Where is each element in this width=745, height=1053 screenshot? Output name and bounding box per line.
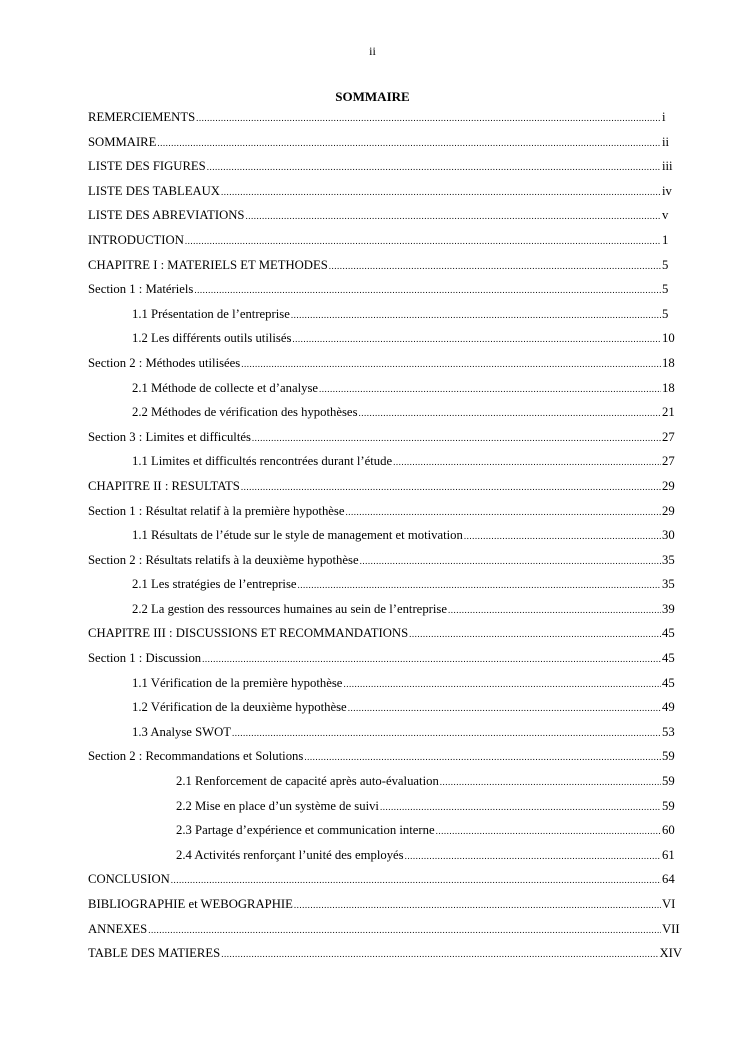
- dot-leader: [232, 725, 661, 741]
- dot-leader: [319, 381, 661, 397]
- dot-leader: [194, 282, 661, 298]
- toc-entry-page: 1: [662, 232, 669, 247]
- dot-leader: [464, 528, 661, 544]
- toc-entry-page: 45: [662, 651, 675, 666]
- dot-leader: [448, 602, 661, 618]
- toc-entry-label: 2.3 Partage d’expérience et communication interne: [176, 823, 435, 838]
- toc-entry-label: SOMMAIRE: [88, 134, 157, 149]
- toc-entry[interactable]: [88, 870, 682, 895]
- toc-entry-page: 18: [662, 355, 675, 370]
- toc-entry-page: 59: [662, 749, 675, 764]
- toc-entry-label: 2.2 Méthodes de vérification des hypothèses: [132, 405, 358, 420]
- dot-leader: [252, 430, 661, 446]
- toc-entry-label: CHAPITRE III : DISCUSSIONS ET RECOMMANDATIONS: [88, 626, 409, 641]
- toc-entry-label: LISTE DES FIGURES: [88, 159, 206, 174]
- toc-entry[interactable]: [88, 674, 682, 699]
- dot-leader: [196, 110, 661, 126]
- toc-entry[interactable]: [88, 379, 682, 404]
- toc-entry-page: 45: [662, 675, 675, 690]
- toc-entry-page: 39: [662, 601, 675, 616]
- dot-leader: [298, 577, 661, 593]
- toc-entry-label: 1.1 Résultats de l’étude sur le style de management et motivation: [132, 528, 463, 543]
- toc-entry[interactable]: [88, 280, 682, 305]
- toc-entry-page: v: [662, 208, 669, 223]
- toc-entry[interactable]: [88, 231, 682, 256]
- toc-entry-label: CHAPITRE I : MATERIELS ET METHODES: [88, 257, 328, 272]
- toc-entry-label: 1.2 Les différents outils utilisés: [132, 331, 292, 346]
- toc-entry-label: CHAPITRE II : RESULTATS: [88, 478, 240, 493]
- toc-entry-page: 60: [662, 823, 675, 838]
- toc-entry[interactable]: [88, 354, 682, 379]
- toc-entry[interactable]: [88, 944, 682, 969]
- dot-leader: [359, 405, 661, 421]
- toc-entry[interactable]: [88, 502, 682, 527]
- dot-leader: [241, 356, 661, 372]
- toc-entry[interactable]: [88, 526, 682, 551]
- toc-entry-page: iv: [662, 183, 672, 198]
- page-title: SOMMAIRE: [335, 89, 410, 104]
- toc-entry-page: 35: [662, 552, 675, 567]
- dot-leader: [405, 848, 661, 864]
- dot-leader: [294, 897, 661, 913]
- dot-leader: [291, 307, 661, 323]
- dot-leader: [304, 749, 661, 765]
- toc-entry[interactable]: [88, 624, 682, 649]
- toc-entry[interactable]: [88, 895, 682, 920]
- toc-entry-label: Section 1 : Résultat relatif à la première hypothèse: [88, 503, 345, 518]
- toc-entry-page: 29: [662, 503, 675, 518]
- dot-leader: [171, 872, 661, 888]
- dot-leader: [202, 651, 661, 667]
- toc-entry-page: 21: [662, 405, 675, 420]
- toc-entry[interactable]: [88, 256, 682, 281]
- toc-entry-page: 35: [662, 577, 675, 592]
- dot-leader: [221, 184, 661, 200]
- toc-entry-page: iii: [662, 159, 673, 174]
- toc-entry-page: 45: [662, 626, 675, 641]
- toc-entry[interactable]: [88, 747, 682, 772]
- toc-entry-page: 30: [662, 528, 675, 543]
- dot-leader: [207, 159, 661, 175]
- dot-leader: [148, 922, 661, 938]
- toc-entry-label: Section 1 : Discussion: [88, 651, 202, 666]
- toc-entry-page: 18: [662, 380, 675, 395]
- dot-leader: [221, 946, 658, 962]
- toc-entry-label: 2.1 Méthode de collecte et d’analyse: [132, 380, 319, 395]
- toc-entry-label: 2.1 Les stratégies de l’entreprise: [132, 577, 297, 592]
- toc-entry[interactable]: [88, 551, 682, 576]
- toc-entry-page: 64: [662, 872, 675, 887]
- dot-leader: [440, 774, 661, 790]
- toc-entry[interactable]: [88, 797, 682, 822]
- toc-entry-label: TABLE DES MATIERES: [88, 946, 221, 961]
- dot-leader: [345, 504, 661, 520]
- toc-entry-page: i: [662, 110, 666, 124]
- toc-entry-label: ANNEXES: [88, 921, 148, 936]
- toc-entry-label: 2.4 Activités renforçant l’unité des employés: [176, 847, 404, 862]
- dot-leader: [360, 553, 661, 569]
- toc-entry-page: VII: [662, 921, 680, 936]
- toc-entry[interactable]: [88, 305, 682, 330]
- toc-entry[interactable]: [88, 477, 682, 502]
- toc-entry-page: 5: [662, 257, 669, 272]
- dot-leader: [157, 135, 661, 151]
- dot-leader: [292, 331, 661, 347]
- toc-entry-label: LISTE DES ABREVIATIONS: [88, 208, 245, 223]
- toc-entry-page: 5: [662, 282, 669, 297]
- toc-entry-page: 59: [662, 798, 675, 813]
- toc-entry-label: Section 3 : Limites et difficultés: [88, 429, 251, 444]
- toc-entry[interactable]: [88, 157, 682, 182]
- toc-entry-label: 1.3 Analyse SWOT: [132, 724, 232, 739]
- toc-entry-label: 2.2 Mise en place d’un système de suivi: [176, 798, 379, 813]
- toc-entry-page: 27: [662, 454, 675, 469]
- toc-entry[interactable]: [88, 821, 682, 846]
- toc-entry-label: BIBLIOGRAPHIE et WEBOGRAPHIE: [88, 897, 293, 911]
- toc-entry-page: 59: [662, 774, 675, 789]
- toc-entry[interactable]: [88, 403, 682, 428]
- dot-leader: [348, 700, 661, 716]
- toc-entry-label: INTRODUCTION: [88, 232, 184, 247]
- dot-leader: [241, 479, 661, 495]
- toc-entry-page: 27: [662, 429, 675, 444]
- toc-entry[interactable]: [88, 772, 682, 797]
- toc-entry[interactable]: [88, 575, 682, 600]
- toc-entry[interactable]: [88, 428, 682, 453]
- dot-leader: [245, 208, 661, 224]
- table-of-contents: [88, 108, 682, 969]
- toc-entry-label: CONCLUSION: [88, 872, 170, 887]
- toc-entry[interactable]: [88, 698, 682, 723]
- toc-entry-page: 10: [662, 331, 675, 346]
- toc-entry-page: 5: [662, 306, 669, 321]
- dot-leader: [380, 799, 661, 815]
- toc-entry[interactable]: [88, 600, 682, 625]
- toc-entry[interactable]: [88, 723, 682, 748]
- toc-entry-label: Section 1 : Matériels: [88, 282, 194, 297]
- dot-leader: [409, 626, 661, 642]
- toc-entry-label: 1.1 Limites et difficultés rencontrées durant l’étude: [132, 454, 393, 469]
- toc-entry-page: 29: [662, 478, 675, 493]
- dot-leader: [185, 233, 661, 249]
- toc-entry[interactable]: [88, 649, 682, 674]
- toc-entry-label: 2.2 La gestion des ressources humaines au sein de l’entreprise: [132, 601, 447, 616]
- page-number: ii: [369, 44, 376, 58]
- toc-entry-label: 2.1 Renforcement de capacité après auto-évaluation: [176, 774, 439, 789]
- dot-leader: [393, 454, 661, 470]
- toc-entry-label: Section 2 : Recommandations et Solutions: [88, 749, 304, 764]
- toc-entry[interactable]: [88, 108, 682, 133]
- dot-leader: [436, 823, 661, 839]
- toc-entry-page: XIV: [659, 946, 682, 961]
- toc-entry-label: LISTE DES TABLEAUX: [88, 183, 220, 198]
- toc-entry[interactable]: [88, 182, 682, 207]
- toc-entry-label: 1.1 Présentation de l’entreprise: [132, 306, 290, 321]
- dot-leader: [343, 676, 661, 692]
- toc-entry-label: 1.1 Vérification de la première hypothèse: [132, 675, 343, 690]
- toc-entry-page: VI: [662, 897, 676, 911]
- toc-entry-page: 53: [662, 724, 675, 739]
- toc-entry[interactable]: [88, 846, 682, 871]
- toc-entry-label: 1.2 Vérification de la deuxième hypothèse: [132, 700, 347, 715]
- toc-entry-label: Section 2 : Méthodes utilisées: [88, 355, 241, 370]
- toc-entry-page: 49: [662, 700, 675, 715]
- toc-entry[interactable]: [88, 133, 682, 158]
- toc-entry[interactable]: [88, 452, 682, 477]
- toc-entry-label: Section 2 : Résultats relatifs à la deuxième hypothèse: [88, 552, 359, 567]
- toc-entry[interactable]: [88, 920, 682, 945]
- toc-entry[interactable]: [88, 206, 682, 231]
- toc-entry-label: REMERCIEMENTS: [88, 110, 196, 124]
- toc-entry-page: ii: [662, 134, 670, 149]
- toc-entry-page: 61: [662, 847, 675, 862]
- dot-leader: [329, 258, 661, 274]
- toc-entry[interactable]: [88, 329, 682, 354]
